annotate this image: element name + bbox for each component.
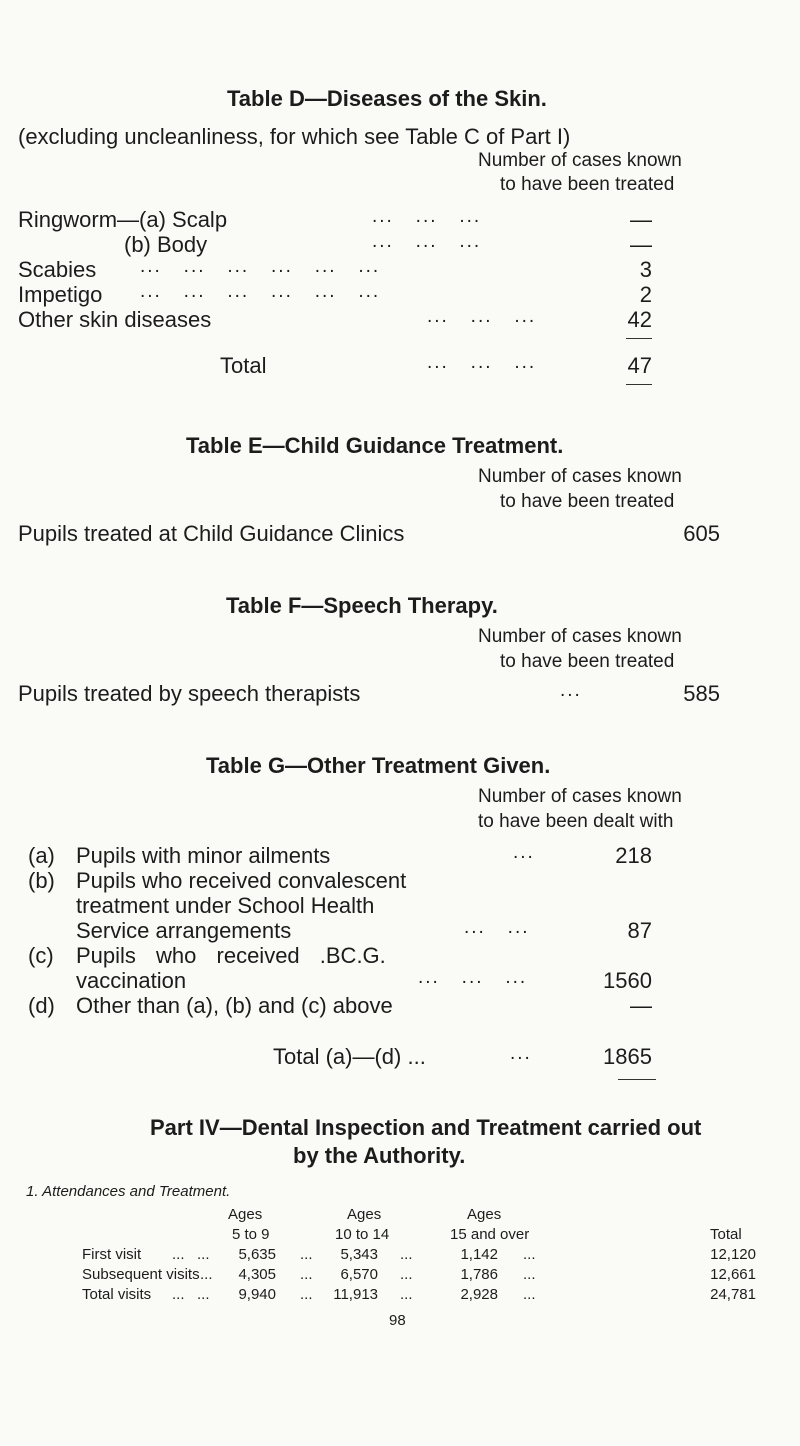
leader-dots: ...	[523, 1286, 536, 1303]
table-f-title: Table F—Speech Therapy.	[226, 593, 498, 618]
item-letter-d: (d)	[28, 993, 55, 1018]
item-b-line2: treatment under School Health	[76, 893, 375, 918]
leader-dots: ... ... ...	[372, 231, 482, 252]
leader-dots: ... ...	[172, 1246, 210, 1263]
total-rule	[618, 1079, 656, 1080]
table-cell: 1,786	[460, 1266, 498, 1283]
table-cell: 5,635	[238, 1246, 276, 1263]
table-d-row-label: Other skin diseases	[18, 307, 212, 332]
table-cell: 12,120	[710, 1246, 756, 1263]
table-cell: 9,940	[238, 1286, 276, 1303]
table-e-header-line1: Number of cases known	[478, 466, 682, 487]
col-head-ages: Ages	[347, 1206, 382, 1223]
table-d-row-value: 2	[639, 282, 652, 307]
leader-dots: ...	[300, 1266, 313, 1283]
leader-dots: ... ... ...	[427, 306, 537, 327]
item-c-line2: vaccination	[76, 968, 187, 993]
leader-dots: ... ... ... ... ... ...	[140, 281, 381, 302]
table-e-row-label: Pupils treated at Child Guidance Clinics	[18, 521, 405, 546]
table-cell: 24,781	[710, 1286, 756, 1303]
table-cell: 11,913	[333, 1286, 378, 1303]
total-rule	[626, 384, 652, 385]
item-a-text: Pupils with minor ailments	[76, 843, 331, 868]
col-head-ages: Ages	[467, 1206, 502, 1223]
item-b-value: 87	[627, 918, 652, 943]
table-d-row-value: 3	[639, 257, 652, 282]
table-d-row-label: Scabies	[18, 257, 97, 282]
leader-dots: ...	[300, 1246, 313, 1263]
leader-dots: ...	[523, 1266, 536, 1283]
table-cell: 1,142	[460, 1246, 498, 1263]
table-d-subtitle: (excluding uncleanliness, for which see Table C of Part I)	[18, 124, 571, 149]
col-head-range: 5 to 9	[232, 1226, 270, 1243]
table-g-header-line1: Number of cases known	[478, 786, 682, 807]
table-f-header-line2: to have been treated	[500, 651, 675, 672]
table-f-row-value: 585	[683, 681, 720, 706]
item-letter-b: (b)	[28, 868, 55, 893]
col-head-total: Total	[710, 1226, 742, 1243]
item-letter-c: (c)	[28, 943, 54, 968]
leader-dots: ...	[400, 1266, 413, 1283]
part4-section-heading: 1. Attendances and Treatment.	[26, 1183, 231, 1200]
table-d-total-label: Total	[220, 353, 267, 378]
table-e-header-line2: to have been treated	[500, 491, 675, 512]
table-cell: 6,570	[340, 1266, 378, 1283]
table-g-header-line2: to have been dealt with	[478, 811, 674, 832]
leader-dots: ...	[400, 1286, 413, 1303]
table-f-header-line1: Number of cases known	[478, 626, 682, 647]
table-d-row-value: —	[630, 232, 652, 257]
leader-dots: ... ...	[464, 917, 530, 938]
table-f-row-label: Pupils treated by speech therapists	[18, 681, 361, 706]
table-d-row-label: Ringworm—(a) Scalp	[18, 207, 228, 232]
leader-dots: ...	[400, 1246, 413, 1263]
leader-dots: ...	[513, 842, 535, 863]
table-d-title: Table D—Diseases of the Skin.	[227, 86, 547, 111]
item-a-value: 218	[615, 843, 652, 868]
leader-dots: ...	[523, 1246, 536, 1263]
item-b-line3: Service arrangements	[76, 918, 292, 943]
table-row-label: Total visits	[82, 1286, 152, 1303]
leader-dots: ...	[560, 680, 582, 701]
table-cell: 2,928	[460, 1286, 498, 1303]
item-c-value: 1560	[603, 968, 652, 993]
part4-title-line1: Part IV—Dental Inspection and Treatment carried out	[150, 1115, 702, 1140]
table-d-total-value: 47	[627, 353, 652, 378]
table-row-label: First visit	[82, 1246, 142, 1263]
table-cell: 4,305	[238, 1266, 276, 1283]
table-cell: 12,661	[710, 1266, 756, 1283]
leader-dots: ... ... ...	[418, 967, 528, 988]
col-head-ages: Ages	[228, 1206, 263, 1223]
table-d-row-value: —	[630, 207, 652, 232]
leader-dots: ... ... ...	[372, 206, 482, 227]
table-row-label: Subsequent visits	[82, 1266, 200, 1283]
item-c-line1: Pupils who received .BC.G.	[76, 943, 386, 968]
item-b-line1: Pupils who received convalescent	[76, 868, 407, 893]
table-g-title: Table G—Other Treatment Given.	[206, 753, 551, 778]
table-d-header-line1: Number of cases known	[478, 150, 682, 171]
leader-dots: ... ... ... ... ... ...	[140, 256, 381, 277]
item-letter-a: (a)	[28, 843, 55, 868]
leader-dots: ...	[200, 1266, 213, 1283]
table-cell: 5,343	[340, 1246, 378, 1263]
leader-dots: ... ... ...	[427, 352, 537, 373]
item-d-text: Other than (a), (b) and (c) above	[76, 993, 393, 1018]
col-head-range: 15 and over	[450, 1226, 530, 1243]
table-e-row-value: 605	[683, 521, 720, 546]
table-d-row-label: Impetigo	[18, 282, 103, 307]
leader-dots: ... ...	[172, 1286, 210, 1303]
table-g-total-value: 1865	[603, 1044, 652, 1069]
part4-title-line2: by the Authority.	[293, 1143, 466, 1168]
table-d-row-label: (b) Body	[124, 232, 208, 257]
table-d-row-value: 42	[627, 307, 652, 332]
table-e-title: Table E—Child Guidance Treatment.	[186, 433, 564, 458]
table-g-total-label: Total (a)—(d) ...	[273, 1044, 426, 1069]
sum-rule	[626, 338, 652, 339]
table-d-header-line2: to have been treated	[500, 174, 675, 195]
page-number: 98	[389, 1312, 406, 1329]
item-d-value: —	[630, 993, 652, 1018]
col-head-range: 10 to 14	[335, 1226, 390, 1243]
leader-dots: ...	[510, 1043, 532, 1064]
leader-dots: ...	[300, 1286, 313, 1303]
